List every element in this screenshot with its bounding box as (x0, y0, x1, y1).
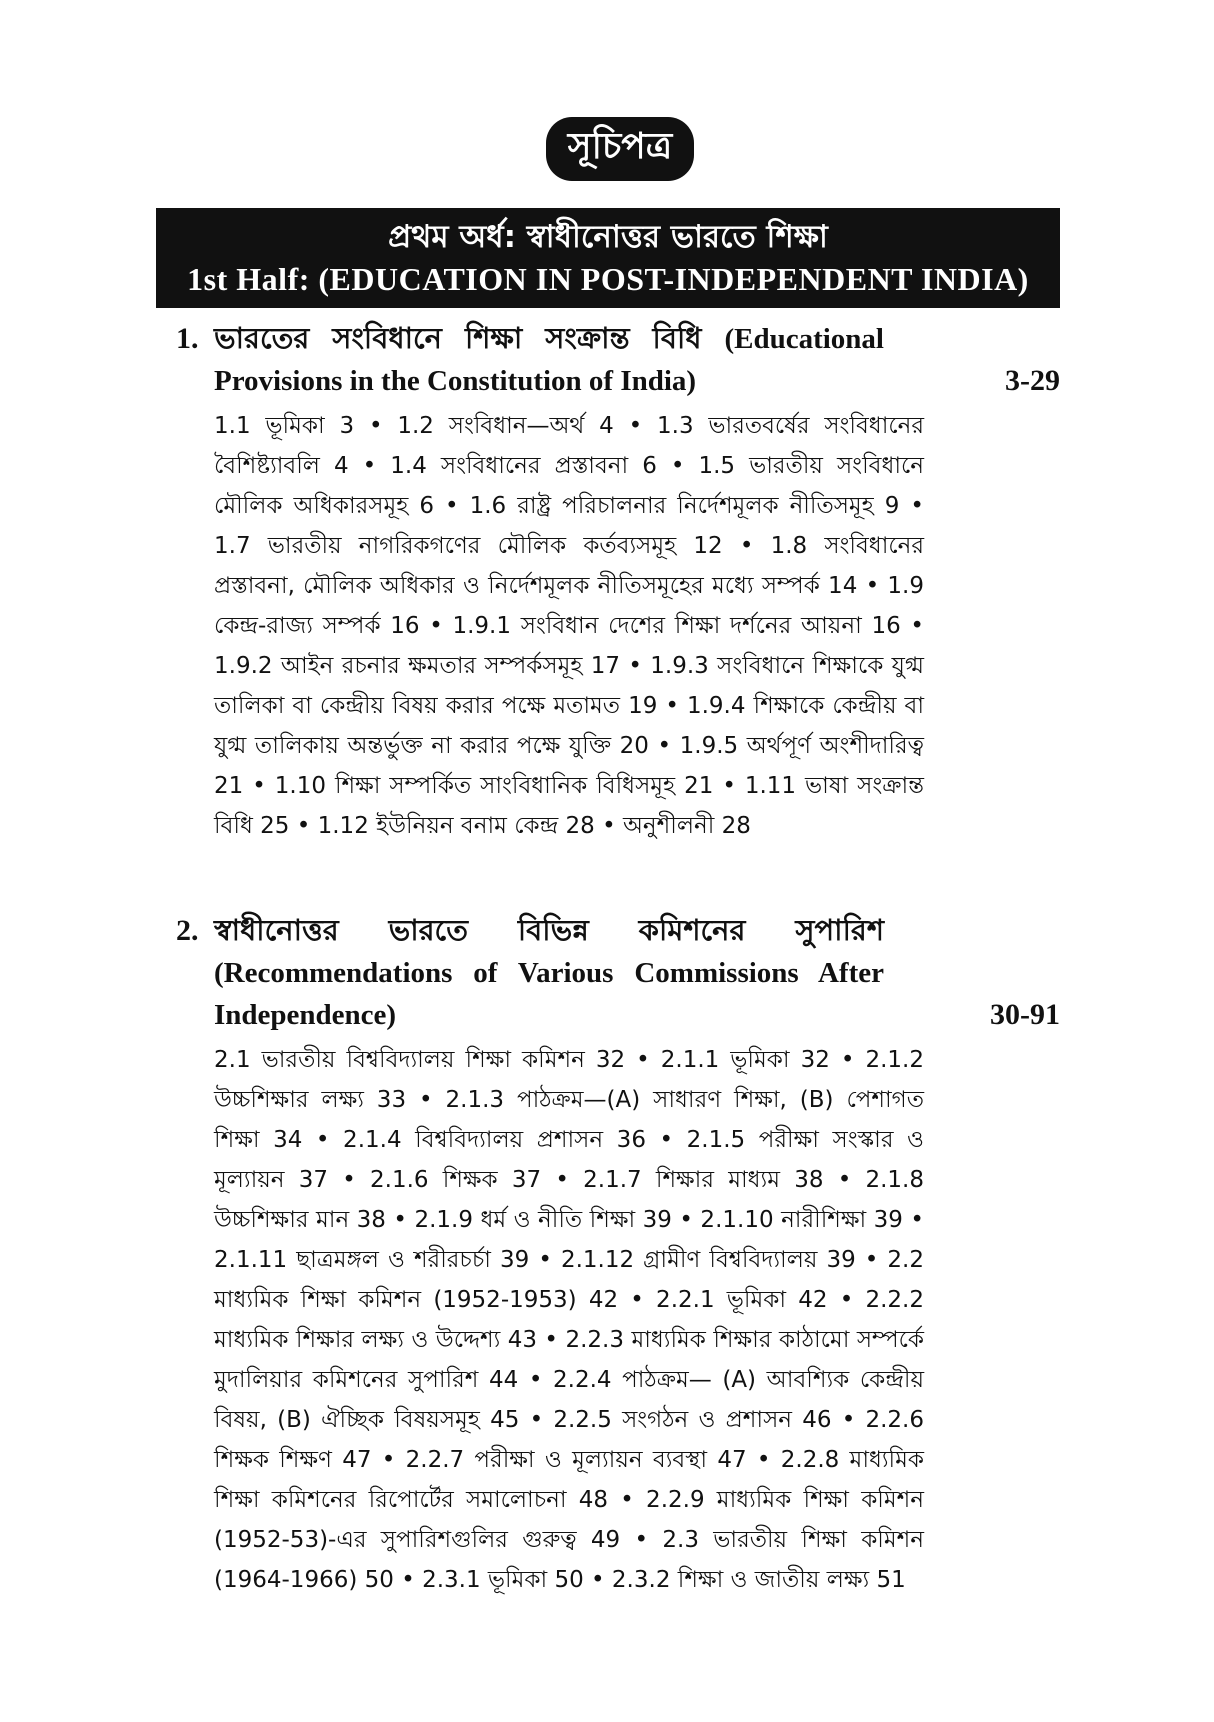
chapter-entry (176, 910, 1060, 1600)
chapter-heading (176, 910, 1060, 1036)
chapter-title: ভারতের সংবিধানে শিক্ষা সংক্রান্ত বিধি (Educational Provisions in the Constitution of India) (214, 323, 884, 397)
chapter-heading (176, 318, 1060, 402)
chapter-title: স্বাধীনোত্তর ভারতে বিভিন্ন কমিশনের সুপারিশ (Recommendations of Various Commissions After Independence) (214, 915, 884, 1031)
page-title: সূচিপত্র (546, 117, 694, 181)
chapter-pages: 30-91 (990, 998, 1060, 1031)
chapter-number: 1. (176, 322, 199, 355)
chapter-contents: 1.1 ভূমিকা 3 • 1.2 সংবিধান—অর্থ 4 • 1.3 ভারতবর্ষের সংবিধানের বৈশিষ্ট্যাবলি 4 • 1.4 সংবিধানের প্রস্তাবনা 6 • 1.5 ভারতীয় সংবিধানে মৌলিক অধিকারসমূহ 6 • 1.6 রাষ্ট্র পরিচালনার নির্দেশমূলক নীতিসমূহ 9 • 1.7 ভারতীয় নাগরিকগণের মৌলিক কর্তব্যসমূহ 12 • 1.8 সংবিধানের প্রস্তাবনা, মৌলিক অধিকার ও নির্দেশমূলক নীতিসমূহের মধ্যে সম্পর্ক 14 • 1.9 কেন্দ্র-রাজ্য সম্পর্ক 16 • 1.9.1 সংবিধান দেশের শিক্ষা দর্শনের আয়না 16 • 1.9.2 আইন রচনার ক্ষমতার সম্পর্কসমূহ 17 • 1.9.3 সংবিধানে শিক্ষাকে যুগ্ম তালিকা বা কেন্দ্রীয় বিষয় করার পক্ষে মতামত 19 • 1.9.4 শিক্ষাকে কেন্দ্রীয় বা যুগ্ম তালিকায় অন্তর্ভুক্ত না করার পক্ষে যুক্তি 20 • 1.9.5 অর্থপূর্ণ অংশীদারিত্ব 21 • 1.10 শিক্ষা সম্পর্কিত সাংবিধানিক বিধিসমূহ 21 • 1.11 ভাষা সংক্রান্ত বিধি 25 • 1.12 ইউনিয়ন বনাম কেন্দ্র 28 • অনুশীলনী 28 (214, 413, 924, 839)
chapter-entry (176, 318, 1060, 846)
chapter-number: 2. (176, 914, 199, 947)
chapter-contents: 2.1 ভারতীয় বিশ্ববিদ্যালয় শিক্ষা কমিশন 32 • 2.1.1 ভূমিকা 32 • 2.1.2 উচ্চশিক্ষার লক্ষ্য 33 • 2.1.3 পাঠক্রম—(A) সাধারণ শিক্ষা, (B) পেশাগত শিক্ষা 34 • 2.1.4 বিশ্ববিদ্যালয় প্রশাসন 36 • 2.1.5 পরীক্ষা সংস্কার ও মূল্যায়ন 37 • 2.1.6 শিক্ষক 37 • 2.1.7 শিক্ষার মাধ্যম 38 • 2.1.8 উচ্চশিক্ষার মান 38 • 2.1.9 ধর্ম ও নীতি শিক্ষা 39 • 2.1.10 নারীশিক্ষা 39 • 2.1.11 ছাত্রমঙ্গল ও শরীরচর্চা 39 • 2.1.12 গ্রামীণ বিশ্ববিদ্যালয় 39 • 2.2 মাধ্যমিক শিক্ষা কমিশন (1952-1953) 42 • 2.2.1 ভূমিকা 42 • 2.2.2 মাধ্যমিক শিক্ষার লক্ষ্য ও উদ্দেশ্য 43 • 2.2.3 মাধ্যমিক শিক্ষার কাঠামো সম্পর্কে মুদালিয়ার কমিশনের সুপারিশ 44 • 2.2.4 পাঠক্রম— (A) আবশ্যিক কেন্দ্রীয় বিষয়, (B) ঐচ্ছিক বিষয়সমূহ 45 • 2.2.5 সংগঠন ও প্রশাসন 46 • 2.2.6 শিক্ষক শিক্ষণ 47 • 2.2.7 পরীক্ষা ও মূল্যায়ন ব্যবস্থা 47 • 2.2.8 মাধ্যমিক শিক্ষা কমিশনের রিপোর্টের সমালোচনা 48 • 2.2.9 মাধ্যমিক শিক্ষা কমিশন (1952-53)-এর সুপারিশগুলির গুরুত্ব 49 • 2.3 ভারতীয় শিক্ষা কমিশন (1964-1966) 50 • 2.3.1 ভূমিকা 50 • 2.3.2 শিক্ষা ও জাতীয় লক্ষ্য 51 (214, 1047, 924, 1593)
chapter-pages: 3-29 (1005, 364, 1060, 397)
half-banner (156, 208, 1060, 308)
half-title-english: 1st Half: (EDUCATION IN POST-INDEPENDENT INDIA) (187, 261, 1029, 297)
half-title-bengali: প্রথম অর্ধ: স্বাধীনোত্তর ভারতে শিক্ষা (388, 219, 828, 255)
